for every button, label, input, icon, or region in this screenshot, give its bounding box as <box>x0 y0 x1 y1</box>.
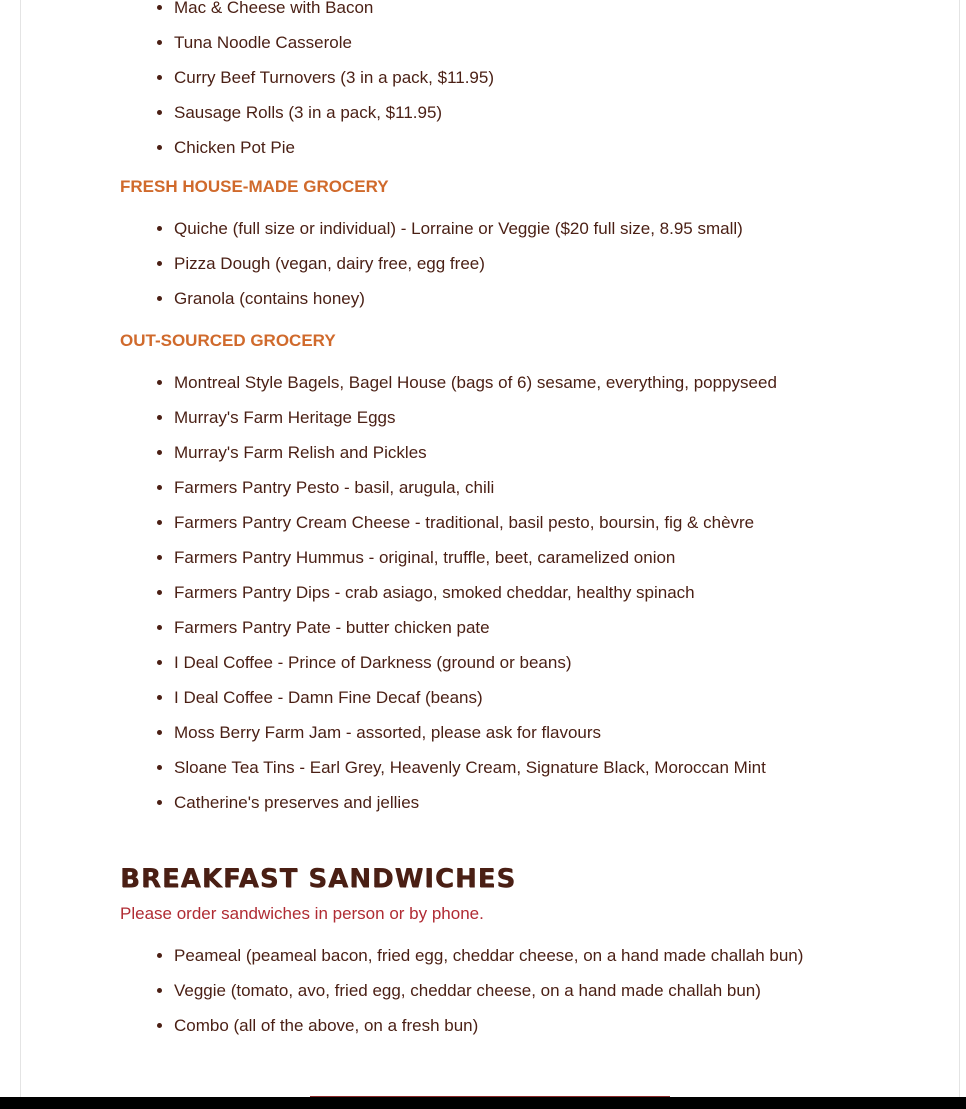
list-item: • Murray's Farm Heritage Eggs <box>174 400 777 435</box>
list-item: • Montreal Style Bagels, Bagel House (bags of 6) sesame, everything, poppyseed <box>174 365 777 400</box>
fresh-grocery-heading: FRESH HOUSE-MADE GROCERY <box>120 177 389 196</box>
list-item: • Curry Beef Turnovers (3 in a pack, $11.95) <box>174 60 494 95</box>
list-item: • Chicken Pot Pie <box>174 130 494 165</box>
list-item: • Tuna Noodle Casserole <box>174 25 494 60</box>
list-item: • Sausage Rolls (3 in a pack, $11.95) <box>174 95 494 130</box>
list-item: • Combo (all of the above, on a fresh bun) <box>174 1008 803 1043</box>
list-item: • Quiche (full size or individual) - Lorraine or Veggie ($20 full size, 8.95 small) <box>174 211 743 246</box>
list-item: • Farmers Pantry Dips - crab asiago, smoked cheddar, healthy spinach <box>174 575 777 610</box>
list-item: • Veggie (tomato, avo, fried egg, cheddar cheese, on a hand made challah bun) <box>174 973 803 1008</box>
list-item: • I Deal Coffee - Damn Fine Decaf (beans) <box>174 680 777 715</box>
list-item: • Farmers Pantry Pate - butter chicken pate <box>174 610 777 645</box>
list-item: • Sloane Tea Tins - Earl Grey, Heavenly Cream, Signature Black, Moroccan Mint <box>174 750 777 785</box>
list-item: • Murray's Farm Relish and Pickles <box>174 435 777 470</box>
list-item: • Catherine's preserves and jellies <box>174 785 777 820</box>
list-item: • I Deal Coffee - Prince of Darkness (ground or beans) <box>174 645 777 680</box>
list-item: • Pizza Dough (vegan, dairy free, egg free) <box>174 246 743 281</box>
footer-bar <box>0 1097 966 1109</box>
list-item: • Granola (contains honey) <box>174 281 743 316</box>
list-item: • Farmers Pantry Pesto - basil, arugula, chili <box>174 470 777 505</box>
list-item: • Peameal (peameal bacon, fried egg, cheddar cheese, on a hand made challah bun) <box>174 938 803 973</box>
breakfast-sandwiches-heading: BREAKFAST SANDWICHES <box>120 864 517 894</box>
prepared-food-list <box>120 0 494 165</box>
outsourced-grocery-heading: OUT-SOURCED GROCERY <box>120 331 336 350</box>
list-item: • Farmers Pantry Hummus - original, truffle, beet, caramelized onion <box>174 540 777 575</box>
outsourced-grocery-list <box>120 365 777 820</box>
list-item: • Farmers Pantry Cream Cheese - traditional, basil pesto, boursin, fig & chèvre <box>174 505 777 540</box>
fresh-grocery-list <box>120 211 743 316</box>
breakfast-order-note: Please order sandwiches in person or by phone. <box>120 904 484 923</box>
list-item: • Mac & Cheese with Bacon <box>174 0 494 25</box>
breakfast-sandwiches-list <box>120 938 803 1043</box>
list-item: • Moss Berry Farm Jam - assorted, please ask for flavours <box>174 715 777 750</box>
